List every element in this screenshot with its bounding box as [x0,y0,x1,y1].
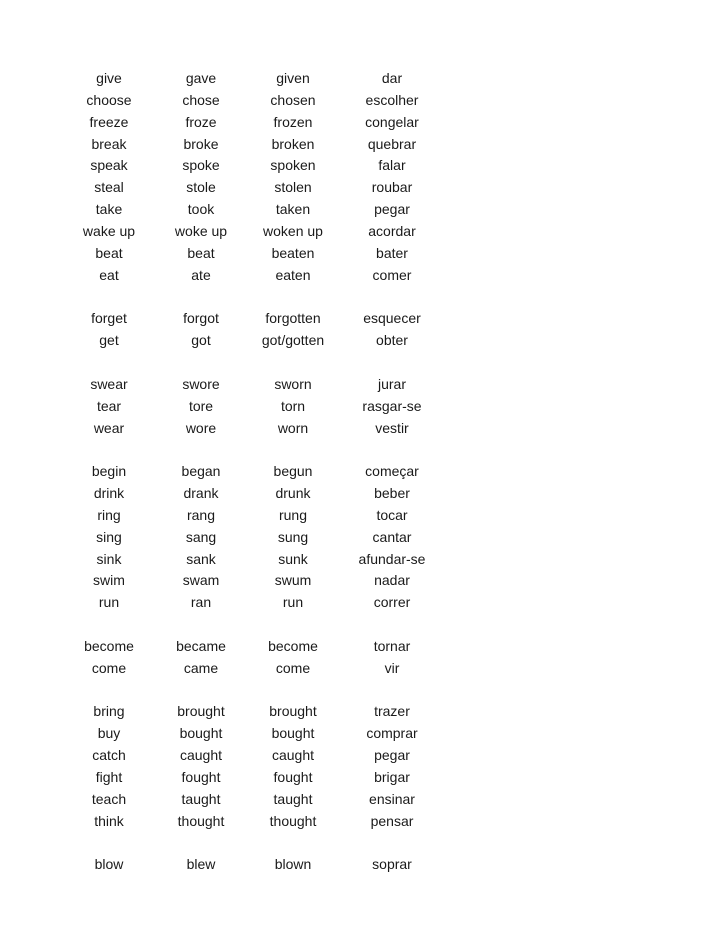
verb-row [0,745,728,767]
past-simple-cell: took [187,201,215,218]
verb-row [0,221,728,243]
base-form-cell: tear [96,397,122,414]
translation-cell: comer [372,266,412,283]
translation-cell: quebrar [367,135,417,152]
verb-row [0,90,728,112]
translation-cell: brigar [374,769,410,785]
group-spacer [0,286,728,308]
past-simple-cell: became [176,637,226,654]
translation-cell: roubar [371,179,413,196]
base-form-cell: run [98,594,120,611]
base-form-cell: sink [96,550,122,567]
base-form-cell: blow [94,856,124,873]
base-form-cell: think [94,812,124,829]
past-simple-cell: swore [182,375,220,392]
past-participle-cell: sworn [274,375,312,392]
past-simple-cell: swam [182,572,220,589]
verb-row [0,396,728,418]
base-form-cell: begin [91,463,127,480]
past-participle-cell: swum [274,572,312,589]
translation-cell: correr [373,594,411,611]
past-simple-cell: forgot [183,310,219,327]
base-form-cell: beat [95,244,123,261]
past-simple-cell: ate [191,266,211,283]
group-spacer [0,614,728,636]
past-simple-cell: bought [179,725,223,742]
translation-cell: pensar [370,812,414,829]
past-simple-cell: sank [186,550,216,567]
translation-cell: pegar [374,747,410,764]
base-form-cell: take [95,201,123,218]
verb-row [0,570,728,592]
translation-cell: beber [374,485,410,502]
verb-row [0,418,728,440]
translation-cell: vir [384,659,400,676]
base-form-cell: bring [93,703,125,720]
past-participle-cell: thought [269,812,317,829]
verb-table [0,68,728,876]
verb-row [0,505,728,527]
verb-row [0,789,728,811]
past-simple-cell: gave [185,70,217,86]
translation-cell: acordar [368,222,416,239]
verb-row [0,374,728,396]
verb-row [0,767,728,789]
translation-cell: trazer [374,703,410,720]
base-form-cell: sing [96,528,122,545]
past-participle-cell: run [282,594,304,611]
translation-cell: tornar [373,637,411,654]
base-form-cell: fight [95,769,123,785]
base-form-cell: teach [91,790,127,807]
past-simple-cell: spoke [182,157,220,174]
past-participle-cell: stolen [274,179,312,196]
base-form-cell: wake up [82,222,136,239]
base-form-cell: get [99,332,119,349]
translation-cell: comprar [366,725,418,742]
past-simple-cell: brought [177,703,225,720]
translation-cell: tocar [376,506,408,523]
past-simple-cell: wore [185,419,217,436]
past-participle-cell: drunk [275,485,311,502]
past-participle-cell: sunk [278,550,308,567]
past-participle-cell: forgotten [265,310,321,327]
translation-cell: falar [378,157,406,174]
verb-row [0,636,728,658]
base-form-cell: steal [94,179,124,196]
verb-row [0,854,728,876]
verb-row [0,199,728,221]
verb-row [0,308,728,330]
verb-row [0,112,728,134]
base-form-cell: swear [90,375,128,392]
verb-row [0,658,728,680]
past-simple-cell: froze [185,113,217,130]
translation-cell: jurar [377,375,406,392]
past-participle-cell: caught [271,747,315,764]
base-form-cell: eat [99,266,119,283]
past-simple-cell: blew [186,856,216,873]
past-participle-cell: beaten [271,244,315,261]
base-form-cell: catch [92,747,126,764]
past-participle-cell: begun [273,463,313,480]
past-participle-cell: chosen [270,91,316,108]
past-simple-cell: broke [183,135,219,152]
translation-cell: esquecer [363,310,421,327]
group-spacer [0,352,728,374]
base-form-cell: speak [90,157,128,174]
translation-cell: escolher [365,91,419,108]
verb-row [0,549,728,571]
past-participle-cell: eaten [275,266,311,283]
translation-cell: ensinar [369,790,415,807]
past-participle-cell: brought [269,703,317,720]
past-participle-cell: come [275,659,311,676]
translation-cell: obter [376,332,408,349]
past-participle-cell: frozen [273,113,313,130]
translation-cell: pegar [374,201,410,218]
translation-cell: soprar [372,856,412,873]
verb-row [0,701,728,723]
past-participle-cell: rung [278,506,308,523]
past-simple-cell: thought [177,812,225,829]
verb-row [0,592,728,614]
group-spacer [0,680,728,702]
past-simple-cell: ran [190,594,212,611]
translation-cell: vestir [375,419,409,436]
translation-cell: cantar [372,528,412,545]
past-simple-cell: beat [187,244,215,261]
past-simple-cell: sang [185,528,217,545]
translation-cell: afundar-se [358,550,426,567]
past-simple-cell: began [181,463,221,480]
past-participle-cell: sung [277,528,309,545]
verb-row [0,461,728,483]
translation-cell: dar [381,70,403,86]
past-simple-cell: chose [182,91,220,108]
base-form-cell: buy [97,725,121,742]
past-participle-cell: woken up [263,222,323,239]
past-simple-cell: drank [183,485,219,502]
base-form-cell: come [91,659,127,676]
past-participle-cell: broken [271,135,315,152]
past-simple-cell: fought [181,769,221,785]
verb-row [0,483,728,505]
translation-cell: bater [376,244,408,261]
past-participle-cell: got/gotten [261,332,325,349]
verb-row [0,723,728,745]
base-form-cell: ring [97,506,121,523]
past-participle-cell: bought [271,725,315,742]
verb-row [0,811,728,833]
base-form-cell: freeze [89,113,129,130]
past-simple-cell: got [191,332,211,349]
base-form-cell: break [91,135,127,152]
past-simple-cell: rang [186,506,216,523]
past-simple-cell: woke up [174,222,228,239]
translation-cell: congelar [365,113,419,130]
base-form-cell: give [96,70,122,86]
past-simple-cell: stole [186,179,216,196]
translation-cell: rasgar-se [362,397,422,414]
verb-row [0,155,728,177]
verb-row [0,177,728,199]
past-participle-cell: fought [273,769,313,785]
verb-row [0,134,728,156]
group-spacer [0,833,728,855]
verb-row [0,243,728,265]
group-spacer [0,439,728,461]
verb-row [0,527,728,549]
past-participle-cell: given [276,70,310,86]
base-form-cell: wear [93,419,125,436]
verb-row [0,265,728,287]
verb-row [0,68,728,90]
base-form-cell: drink [93,485,125,502]
past-participle-cell: worn [277,419,309,436]
past-simple-cell: came [183,659,219,676]
base-form-cell: become [84,637,134,654]
base-form-cell: choose [86,91,132,108]
past-participle-cell: torn [280,397,306,414]
translation-cell: começar [365,463,419,480]
past-participle-cell: spoken [270,157,316,174]
past-participle-cell: blown [274,856,312,873]
base-form-cell: forget [91,310,127,327]
past-simple-cell: tore [188,397,214,414]
past-simple-cell: taught [181,790,221,807]
past-simple-cell: caught [179,747,223,764]
verb-row [0,330,728,352]
past-participle-cell: become [268,637,318,654]
past-participle-cell: taken [275,201,311,218]
past-participle-cell: taught [273,790,313,807]
base-form-cell: swim [93,572,125,589]
translation-cell: nadar [374,572,410,589]
